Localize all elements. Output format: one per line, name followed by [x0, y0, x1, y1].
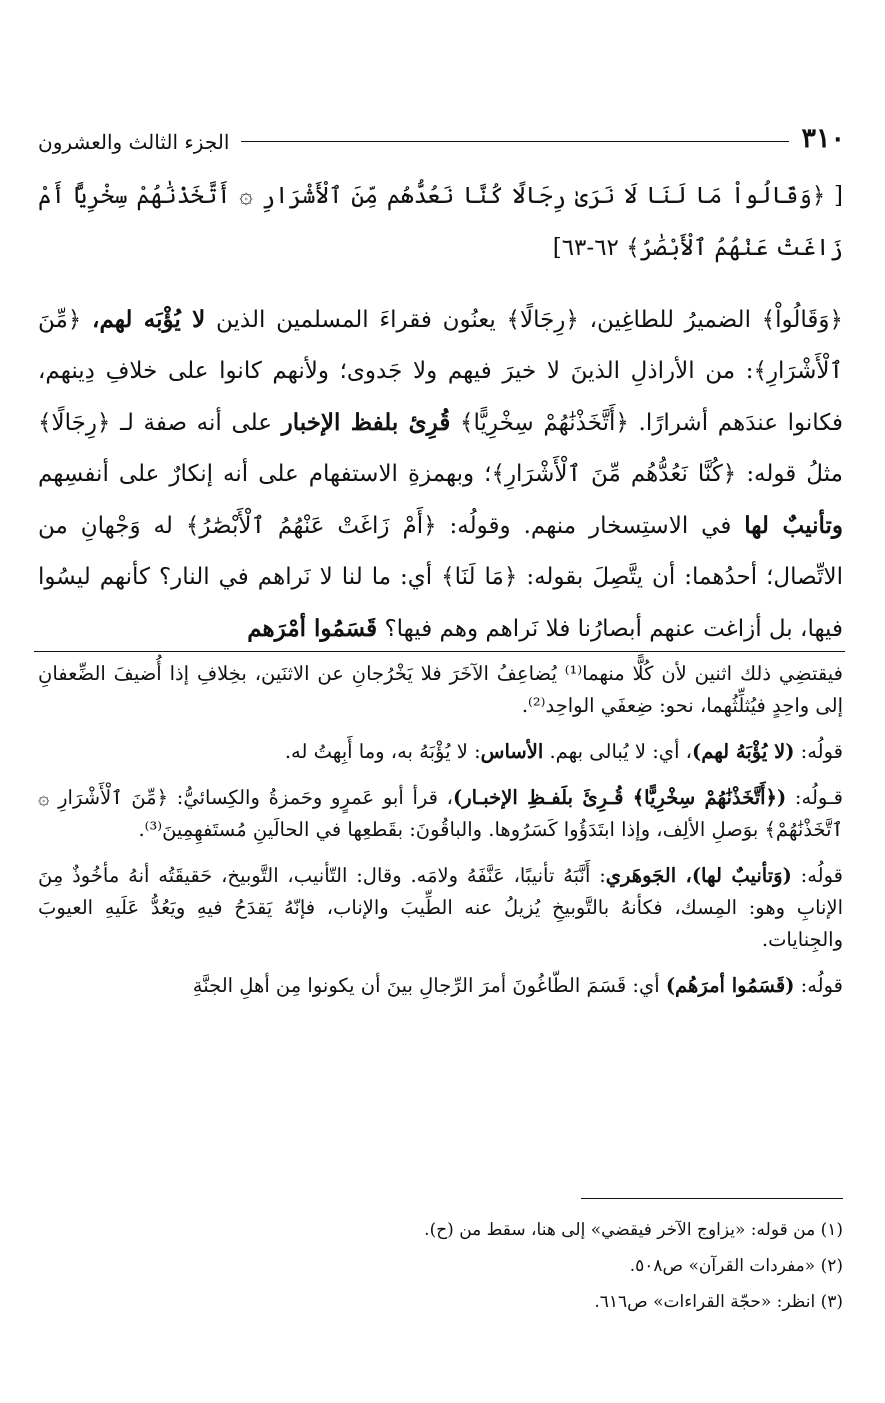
footnote-1: (١) من قوله: «يزاوج الآخر فيقضي» إلى هنا، سقط من (ح).	[424, 1220, 843, 1240]
commentary-text: ﴿مِّنَ ٱلْأَشْرَارِ﴾: من الأراذلِ الذينَ لا خيرَ فيهم ولا جَدوى؛ ولأنهم كانوا على خلافِ دِينهم، فكانوا عندَهم أشرارًا. ﴿أَتَّخَذْنَٰهُمْ سِخْرِيًّا﴾	[38, 307, 843, 436]
hashiya-paragraph	[38, 782, 843, 846]
hashiya-text: قـولُه:	[786, 786, 843, 809]
hashiya-text: أي: قَسَمَ الطّاغُونَ أمرَ الرِّجالِ بينَ أن يكونوا مِن أهلِ الجنَّةِ	[192, 974, 666, 997]
commentary-paragraph	[38, 294, 843, 655]
hashiya-bold-text: (وَتأنيبٌ لها)، الجَوهَري	[605, 864, 792, 887]
main-text	[38, 170, 843, 655]
commentary-bold-text: وتأنيبٌ لها	[744, 512, 843, 539]
commentary-text: في الاستِسخار منهم. وقولُه: ﴿أَمْ زَاغَتْ عَنْهُمُ ٱلْأَبْصَٰرُ﴾ له وَجْهانِ من الاتِّصال؛ أحدُهما: أن يتَّصِلَ بقوله: ﴿مَا لَنَا﴾ أي: ما لنا لا نَراهم في النار؟ كأنهم ليسُوا فيها، بل أزاغت عنهم أبصارُنا فلا نَراهم وهم فيها؟	[38, 513, 843, 642]
hashiya-text	[38, 658, 843, 1016]
hashiya-paragraph	[38, 970, 843, 1002]
hashiya-text: ، قرأ أبو عَمرٍو وحَمزةُ والكِسائيُّ: ﴿مِّنَ ٱلْأَشْرَارِ ۞ ٱتَّخَذْنَٰهُمْ﴾ بوَصلِ الألِف، وإذا ابتَدَؤُوا كَسَرُوها. والباقُونَ: بقَطعِها في الحالَينِ مُستَفهِمِينَ⁽³⁾.	[38, 786, 843, 841]
hashiya-bold-text: (قَسَمُوا أمرَهُم)	[665, 974, 795, 997]
footnote-2: (٢) «مفردات القرآن» ص٥٠٨.	[629, 1256, 843, 1276]
hashiya-text: قولُه:	[794, 974, 843, 997]
hashiya-text: قولُه:	[794, 740, 843, 763]
running-title: الجزء الثالث والعشرون	[38, 130, 230, 154]
commentary-text: ﴿وَقَالُواْ﴾ الضميرُ للطاغِين، ﴿رِجَالًا﴾ يعنُون فقراءَ المسلمين الذين	[205, 307, 843, 333]
hashiya-paragraph: فيقتضِي ذلك اثنين لأن كُلًّا منهما⁽¹⁾ يُضاعِفُ الآخَرَ فلا يَخْرُجانِ عن الاثنَين، بخِلافِ إذا أُضيفَ الضِّعفانِ إلى واحِدٍ فيُثلِّثُهما، نحو: ضِعفَي الواحِد⁽²⁾.	[38, 662, 844, 717]
hashiya-paragraph	[38, 736, 843, 768]
hashiya-text: ، أي: لا يُبالى بهم.	[543, 740, 692, 763]
page-header	[38, 112, 845, 152]
hashiya-text: : أَنَّبَهُ تأنيبًا، عَنَّفَهُ ولامَه. وقال: التّأنيب، التَّوبيخ، حَقيقَتُه أنهُ مأخُوذٌ مِنَ الإنابِ وهو: المِسك، فكأنهُ بالتَّوبيخِ يُزيلُ عنه الطِّيبَ والإناب، فإنّهُ يَقدَحُ فيهِ ويَعُدُّ عَلَيهِ العيوبَ والجِنايات.	[38, 864, 843, 951]
commentary-bold-text: قَسَمُوا أمْرَهم	[247, 615, 378, 642]
section-divider	[34, 651, 845, 652]
commentary-bold-text: قُرِئ بلفظ الإخبار	[281, 409, 451, 436]
hashiya-bold-text: (لا يُؤْبَهُ لهم)	[691, 740, 795, 763]
footnotes	[300, 1212, 843, 1320]
header-rule	[241, 141, 789, 142]
page-number: ٣١٠	[801, 123, 845, 154]
commentary-bold-text: لا يُؤْبَه لهم،	[92, 306, 206, 333]
footnote-rule	[581, 1198, 843, 1199]
quran-verse-block: [ ﴿وَقَالُواْ مَا لَنَا لَا نَرَىٰ رِجَالًا كُنَّا نَعُدُّهُم مِّنَ ٱلْأَشْرَارِ ۞ أَتَّخَذْنَٰهُمْ سِخْرِيًّا أَمْ زَاغَتْ عَنْهُمُ ٱلْأَبْصَٰرُ﴾ ٦٢-٦٣]	[38, 183, 843, 261]
commentary-text: على أنه صفة لـ ﴿رِجَالًا﴾ مثلُ قوله: ﴿كُنَّا نَعُدُّهُم مِّنَ ٱلْأَشْرَارِ﴾؛ وبهمزةِ الاستفهام على أنه إنكارٌ على أنفسِهم	[38, 410, 843, 487]
footnote-3: (٣) انظر: «حجّة القراءات» ص٦١٦.	[594, 1292, 843, 1312]
hashiya-text: قولُه:	[791, 864, 844, 887]
hashiya-bold-text: الأساس	[480, 740, 544, 763]
hashiya-text: : لا يُؤْبَهُ به، وما أَبِهتُ له.	[284, 740, 481, 763]
hashiya-paragraph	[38, 860, 843, 956]
hashiya-bold-text: (﴿أَتَّخَذْنَٰهُمْ سِخْرِيًّا﴾ قُـرِئَ بلَفـظِ الإخبـار)	[452, 786, 787, 809]
